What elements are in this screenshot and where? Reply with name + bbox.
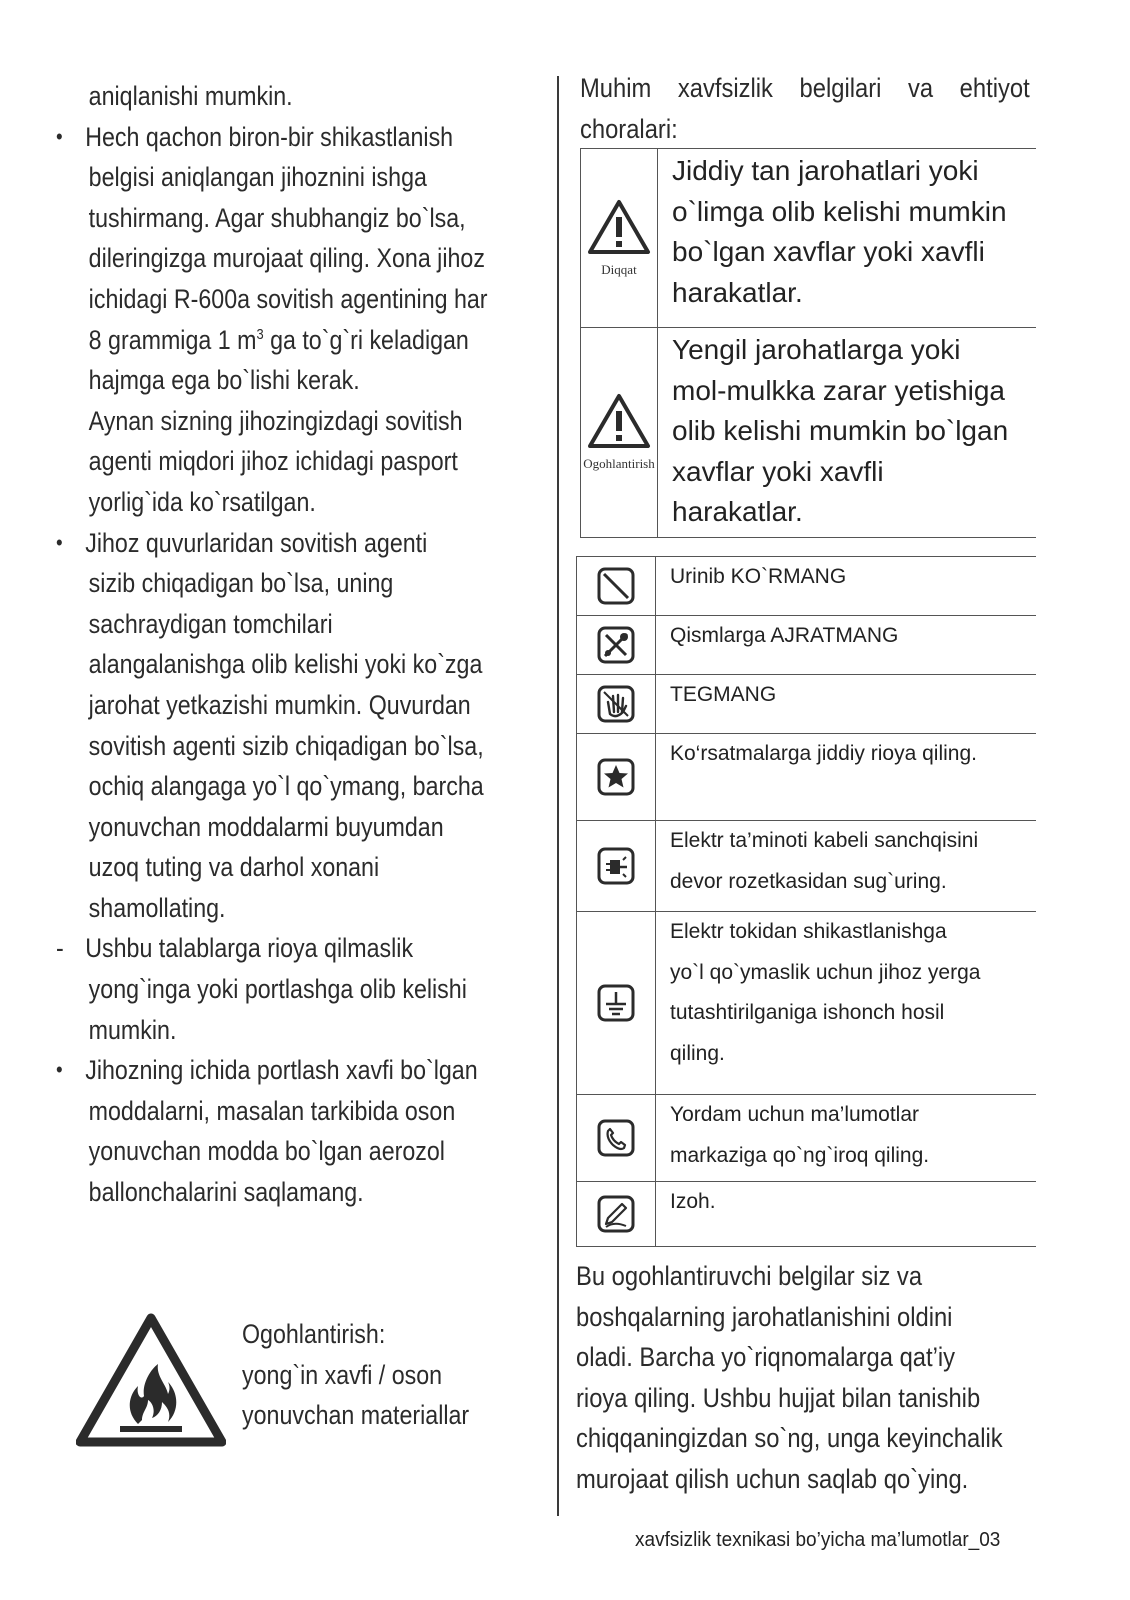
- unplug-icon: [596, 846, 636, 886]
- text-line: murojaat qilish uchun saqlab qo`ying.: [576, 1463, 969, 1494]
- flammable-warning-icon: [76, 1312, 226, 1448]
- left-column: [56, 76, 536, 1213]
- no-disassembly-icon: [596, 625, 636, 665]
- text-line: sovitish agenti sizib chiqadigan bo`lsa,: [88, 730, 484, 761]
- symbol-description: [656, 675, 1037, 734]
- volume-line: [85, 320, 487, 361]
- symbol-description: [656, 1182, 1037, 1247]
- text-line: markaziga qo`ng`iroq qiling.: [670, 1143, 930, 1167]
- text-line: yong`inga yoki portlashga olib kelishi: [88, 974, 467, 1005]
- heading-line: choralari:: [580, 113, 678, 144]
- text-line: olib kelishi mumkin bo`lgan: [672, 415, 1009, 447]
- symbol-row: [577, 1182, 1037, 1247]
- text-line: Jihoz quvurlaridan sovitish agenti: [85, 527, 428, 558]
- section-heading: [580, 68, 1030, 149]
- text-line: belgisi aniqlangan jihoznini ishga: [88, 162, 427, 193]
- text-line: o`limga olib kelishi mumkin: [672, 195, 1007, 227]
- text-line: Aynan sizning jihozingizdagi sovitish: [88, 405, 463, 436]
- text-line: sachraydigan tomchilari: [88, 608, 333, 639]
- text-line: Yordam uchun ma’lumotlar: [670, 1103, 920, 1126]
- page-footer: xavfsizlik texnikasi bo’yicha ma’lumotlar_03: [635, 1529, 1001, 1551]
- warning-triangle-icon: [587, 393, 651, 449]
- text-line: Qismlarga AJRATMANG: [670, 624, 899, 647]
- text-line: alangalanishga olib kelishi yoki ko`zga: [88, 649, 483, 680]
- flammable-warning-block: [76, 1312, 546, 1452]
- warning-line: yong`in xavfi / oson: [242, 1359, 443, 1390]
- text-line: Hech qachon biron-bir shikastlanish: [85, 121, 454, 152]
- text-line: Urinib KO`RMANG: [670, 565, 847, 588]
- severity-description: [658, 149, 1037, 328]
- text-line: TEGMANG: [670, 683, 777, 706]
- bullet-mark: •: [56, 123, 63, 149]
- text-line: boshqalarning jarohatlanishini oldini: [576, 1301, 953, 1332]
- text-line: ichidagi R-600a sovitish agentining har: [88, 283, 488, 314]
- text-line: bo`lgan xavflar yoki xavfli: [672, 236, 985, 268]
- column-divider: [557, 76, 559, 1516]
- dash-mark: -: [56, 933, 64, 964]
- text-line: oladi. Barcha yo`riqnomalarga qat’iy: [576, 1342, 956, 1373]
- text-line: Ko‘rsatmalarga jiddiy rioya qiling.: [670, 742, 977, 765]
- text-line: jarohat yetkazishi mumkin. Quvurdan: [88, 689, 471, 720]
- heading-line: Muhim xavfsizlik belgilari va ehtiyot: [580, 73, 1030, 103]
- text-line: yo`l qo`ymaslik uchun jihoz yerga: [670, 960, 981, 984]
- text-line: Ushbu talablarga rioya qilmaslik: [85, 933, 414, 964]
- note-icon: [596, 1194, 636, 1234]
- symbol-description: [656, 616, 1037, 675]
- continuation-text: aniqlanishi mumkin.: [88, 81, 293, 111]
- volume-text: 8 grammiga 1 m: [88, 324, 257, 355]
- superscript: 3: [256, 325, 264, 343]
- bullet-item-aerosols: [56, 1050, 478, 1212]
- symbol-icon-cell: [577, 557, 656, 616]
- bullet-item-refrigerant-leak: [56, 523, 484, 929]
- text-line: mumkin.: [88, 1014, 177, 1045]
- bullet-item-refrigerant-volume: [56, 117, 488, 523]
- text-line: devor rozetkasidan sug`uring.: [670, 869, 947, 893]
- symbol-description: [656, 734, 1037, 821]
- symbol-row: [577, 1095, 1037, 1182]
- text-line: shamollating.: [88, 892, 226, 923]
- symbol-description: [656, 821, 1037, 912]
- text-line: tutashtirilganiga ishonch hosil: [670, 1001, 945, 1025]
- symbol-row: [577, 557, 1037, 616]
- severity-description: [658, 328, 1037, 538]
- symbol-row: [577, 616, 1037, 675]
- flammable-warning-text: [242, 1314, 469, 1436]
- severity-row-ogohlantirish: [581, 328, 1037, 538]
- severity-table: [580, 148, 1036, 538]
- phone-icon: [596, 1118, 636, 1158]
- symbol-icon-cell: [577, 821, 656, 912]
- text-line: yonuvchan modda bo`lgan aerozol: [88, 1136, 445, 1167]
- severity-label: Diqqat: [601, 261, 637, 277]
- text-line: tushirmang. Agar shubhangiz bo`lsa,: [88, 202, 466, 233]
- symbols-table: [576, 556, 1036, 1247]
- symbol-description: [656, 1095, 1037, 1182]
- text-line: chiqqaningizdan so`ng, unga keyinchalik: [576, 1423, 1003, 1454]
- text-line: rioya qiling. Ushbu hujjat bilan tanishib: [576, 1382, 981, 1413]
- symbol-description: [656, 557, 1037, 616]
- severity-row-diqqat: [581, 149, 1037, 328]
- severity-icon-cell: [581, 328, 658, 538]
- text-line: moddalarni, masalan tarkibida oson: [88, 1095, 456, 1126]
- warning-line: yonuvchan materiallar: [242, 1400, 470, 1431]
- severity-label: Ogohlantirish: [583, 455, 655, 471]
- volume-text-after: ga to`g`ri keladigan: [263, 324, 469, 355]
- text-line: agenti miqdori jihoz ichidagi pasport: [88, 446, 458, 477]
- symbol-icon-cell: [577, 1182, 656, 1247]
- text-line: sizib chiqadigan bo`lsa, uning: [88, 568, 394, 599]
- text-line: harakatlar.: [672, 496, 803, 528]
- text-line: Izoh.: [670, 1190, 716, 1213]
- text-line: Elektr tokidan shikastlanishga: [670, 920, 947, 943]
- text-line: Elektr ta’minoti kabeli sanchqisini: [670, 829, 979, 852]
- text-line: uzoq tuting va darhol xonani: [88, 852, 380, 883]
- warning-title: Ogohlantirish:: [242, 1319, 386, 1349]
- warning-triangle-icon: [587, 199, 651, 255]
- text-line: mol-mulkka zarar yetishiga: [672, 374, 1005, 406]
- prohibited-icon: [596, 566, 636, 606]
- severity-icon-cell: [581, 149, 658, 328]
- ground-icon: [596, 983, 636, 1023]
- symbol-row: [577, 912, 1037, 1095]
- text-line: yonuvchan moddalarmi buyumdan: [88, 811, 444, 842]
- symbol-icon-cell: [577, 912, 656, 1095]
- symbol-icon-cell: [577, 734, 656, 821]
- symbol-icon-cell: [577, 1095, 656, 1182]
- text-line: qiling.: [670, 1041, 725, 1065]
- symbol-icon-cell: [577, 675, 656, 734]
- symbol-description: [656, 912, 1037, 1095]
- bullet-mark: •: [56, 1057, 63, 1083]
- text-line: ballonchalarini saqlamang.: [88, 1177, 364, 1208]
- closing-paragraph: [576, 1256, 1003, 1500]
- symbol-row: [577, 675, 1037, 734]
- symbol-row: [577, 734, 1037, 821]
- text-line: Jihozning ichida portlash xavfi bo`lgan: [85, 1055, 478, 1086]
- right-column: [580, 68, 1030, 149]
- text-line: Yengil jarohatlarga yoki: [672, 334, 961, 365]
- dash-item-noncompliance: [56, 928, 469, 1050]
- text-line: harakatlar.: [672, 276, 803, 308]
- symbol-row: [577, 821, 1037, 912]
- symbol-icon-cell: [577, 616, 656, 675]
- text-line: xavflar yoki xavfli: [672, 455, 884, 487]
- do-not-touch-icon: [596, 684, 636, 724]
- text-line: Bu ogohlantiruvchi belgilar siz va: [576, 1261, 923, 1291]
- bullet-mark: •: [56, 529, 63, 555]
- text-line: yorlig`ida ko`rsatilgan.: [88, 486, 316, 517]
- text-line: hajmga ega bo`lishi kerak.: [88, 365, 360, 396]
- follow-instructions-star-icon: [596, 757, 636, 797]
- text-line: Jiddiy tan jarohatlari yoki: [672, 155, 979, 186]
- text-line: dileringizga murojaat qiling. Xona jihoz: [88, 243, 485, 274]
- text-line: ochiq alangaga yo`l qo`ymang, barcha: [88, 771, 484, 802]
